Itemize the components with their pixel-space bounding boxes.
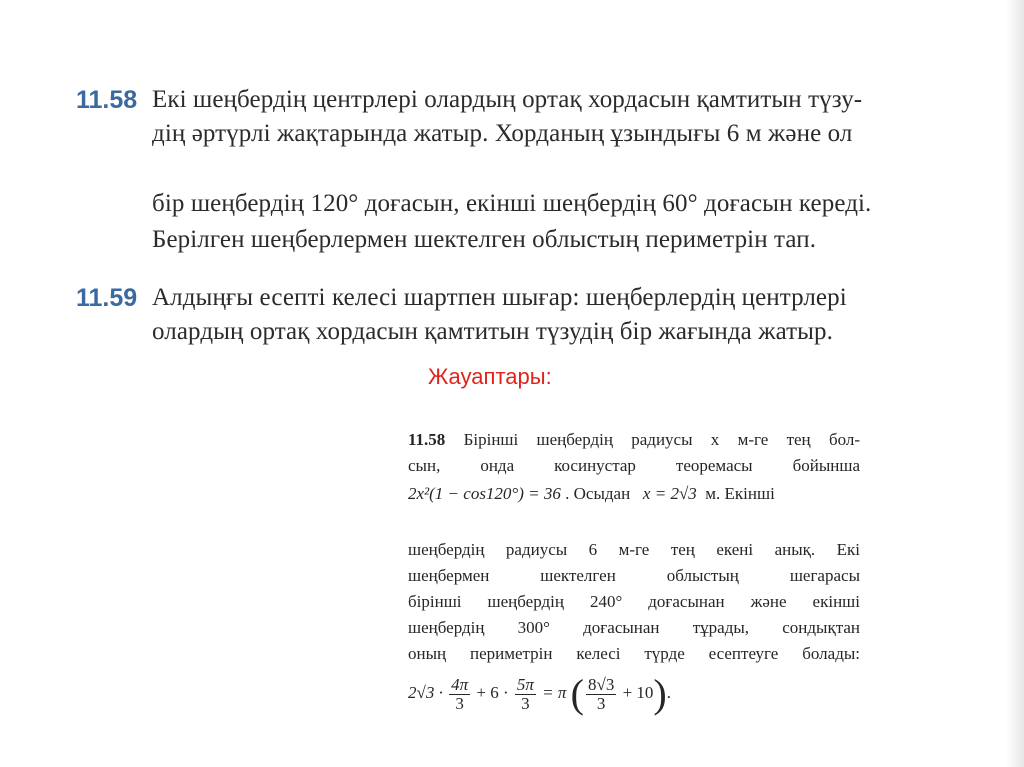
fraction — [586, 676, 616, 713]
answer-line: бірінші шеңбердің 240° доғасынан және екінші — [408, 592, 860, 611]
fraction-numerator: 8√3 — [587, 674, 615, 694]
perimeter-formula — [408, 671, 860, 716]
answer-line: сын, онда косинустар теоремасы бойынша — [408, 456, 860, 475]
answer-line: шеңбермен шектелген облыстың шегарасы — [408, 566, 860, 585]
answers-title: Жауаптары: — [428, 364, 552, 389]
problem-text-line: Берілген шеңберлермен шектелген облыстың периметрін тап. — [152, 226, 817, 253]
left-paren: ( — [570, 671, 584, 716]
answer-line — [408, 430, 860, 450]
fraction-denominator: 3 — [455, 693, 464, 713]
fraction-denominator: 3 — [521, 693, 530, 713]
problem-number: 11.59 — [76, 284, 138, 312]
answer-text: м. Екінші — [705, 484, 775, 503]
fraction-numerator: 4π — [451, 674, 469, 694]
formula-term: 2√3 · — [408, 682, 443, 702]
fraction — [449, 676, 470, 713]
problem-number: 11.58 — [76, 86, 138, 114]
problem-text-line: Алдыңғы есепті келесі шартпен шығар: шеңберлердің центрлері — [152, 284, 847, 311]
formula-term: + 6 · — [476, 682, 509, 702]
fraction — [515, 676, 536, 713]
answer-text: Бірінші шеңбердің радиусы x м-ге тең бол- — [463, 430, 861, 449]
answer-line: оның периметрін келесі түрде есептеуге болады: — [408, 644, 860, 663]
problem-text-line: дің әртүрлі жақтарында жатыр. Хорданың ұзындығы 6 м және ол — [152, 120, 853, 147]
fraction-denominator: 3 — [596, 693, 606, 713]
page-edge-shadow — [1006, 0, 1024, 767]
problem-text-line: олардың ортақ хордасын қамтитын түзудің бір жағында жатыр. — [152, 318, 833, 345]
right-paren: ) — [653, 671, 667, 716]
cosine-law-formula: 2x²(1 − cos120°) = 36 — [408, 484, 561, 503]
fraction-numerator: 5π — [516, 674, 534, 694]
problem-text-line: бір шеңбердің 120° доғасын, екінші шеңбердің 60° доғасын кереді. — [152, 190, 872, 217]
answer-text: . Осыдан — [565, 484, 631, 503]
answer-formula-line — [408, 484, 860, 504]
answer-line: шеңбердің радиусы 6 м-ге тең екені анық. Екі — [408, 540, 860, 559]
formula-term: . — [666, 682, 671, 702]
answer-line: шеңбердің 300° доғасынан тұрады, сондықтан — [408, 618, 860, 637]
problem-text-line: Екі шеңбердің центрлері олардың ортақ хордасын қамтитын түзу- — [152, 86, 863, 113]
answer-number: 11.58 — [408, 430, 446, 449]
radius-formula: x = 2√3 — [642, 484, 697, 503]
formula-term: = π — [542, 682, 567, 702]
formula-term: + 10 — [622, 682, 654, 702]
